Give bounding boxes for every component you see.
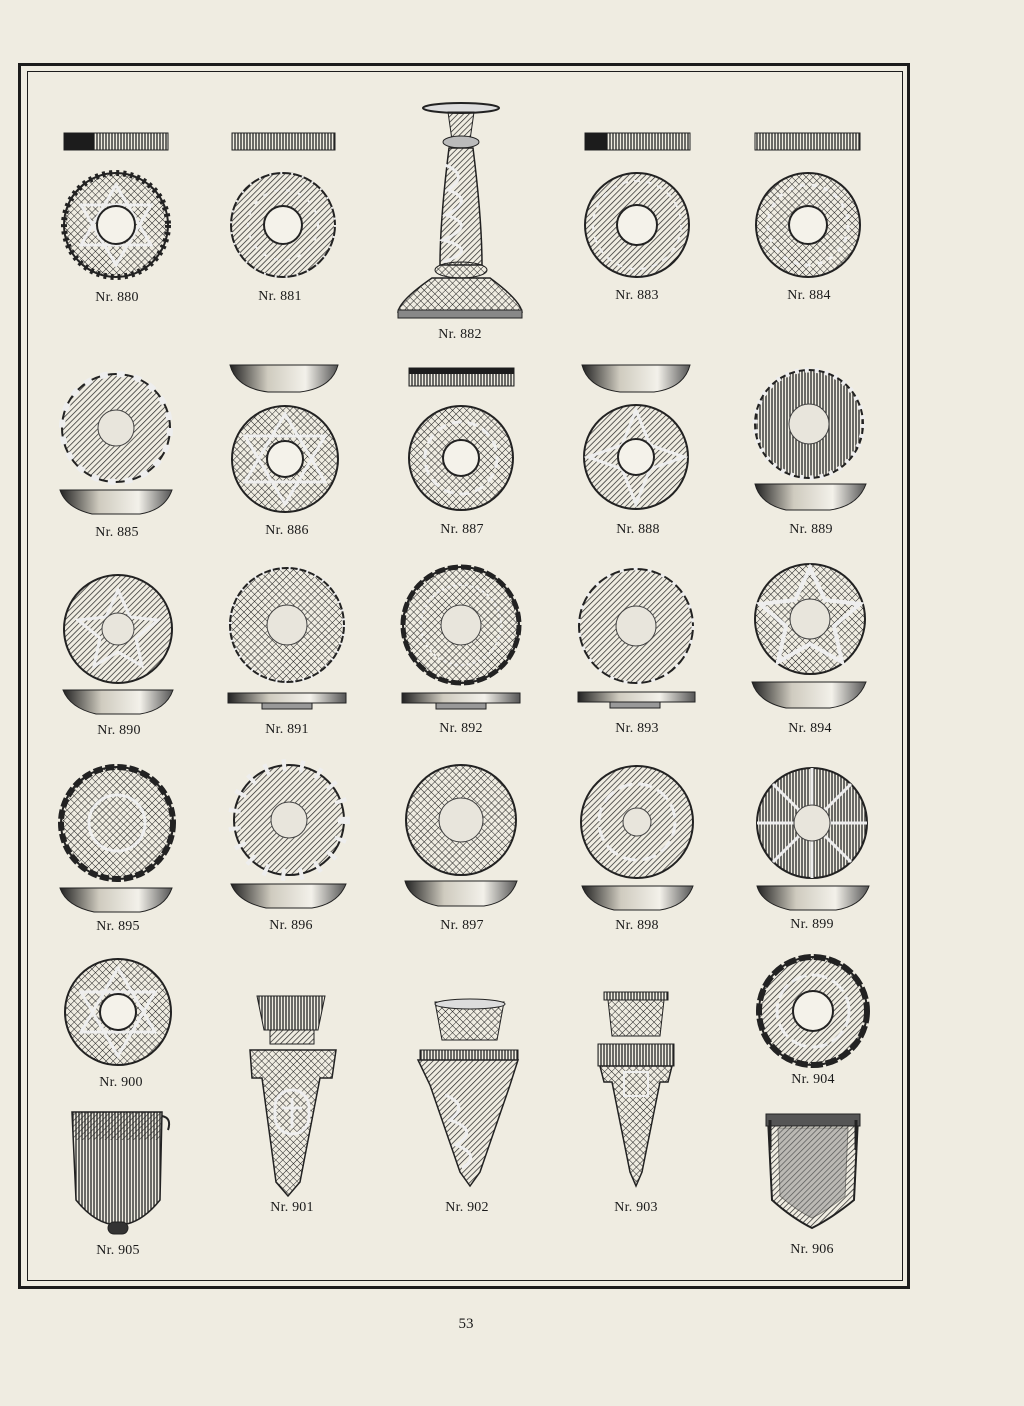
item-881-figure (231, 133, 335, 277)
item-889-label: Nr. 889 (789, 522, 833, 537)
item-906-label: Nr. 906 (790, 1242, 834, 1257)
item-905-label: Nr. 905 (96, 1243, 140, 1258)
item-882-candlestick (398, 103, 522, 318)
item-900-figure (65, 959, 171, 1065)
item-888-figure (582, 365, 690, 509)
item-883-figure (585, 133, 690, 277)
item-885-label: Nr. 885 (95, 525, 139, 540)
item-903-figure (598, 992, 674, 1186)
item-886-label: Nr. 886 (265, 523, 309, 538)
item-901-figure (250, 996, 336, 1196)
item-896-label: Nr. 896 (269, 918, 313, 933)
item-886-figure (230, 365, 338, 512)
item-895-label: Nr. 895 (96, 919, 140, 934)
item-899-label: Nr. 899 (790, 917, 834, 932)
item-904-label: Nr. 904 (791, 1072, 835, 1087)
item-894-label: Nr. 894 (788, 721, 832, 736)
item-891-label: Nr. 891 (265, 722, 309, 737)
item-880-figure (64, 133, 168, 277)
item-902-figure (418, 999, 518, 1186)
item-889-figure (755, 370, 866, 510)
item-892-figure (402, 567, 520, 709)
item-890-figure (63, 575, 173, 714)
item-887-label: Nr. 887 (440, 522, 484, 537)
item-896-figure (231, 765, 346, 908)
item-895-figure (60, 767, 173, 912)
item-906-figure (766, 1114, 860, 1228)
item-880-label: Nr. 880 (95, 290, 139, 305)
item-884-figure (755, 133, 860, 277)
item-894-figure (752, 564, 866, 708)
item-899-figure (757, 768, 869, 910)
item-888-label: Nr. 888 (616, 522, 660, 537)
item-885-figure (60, 374, 172, 514)
item-882-label: Nr. 882 (438, 327, 482, 342)
item-905-figure (72, 1112, 169, 1234)
item-890-label: Nr. 890 (97, 723, 141, 738)
item-897-label: Nr. 897 (440, 918, 484, 933)
item-881-label: Nr. 881 (258, 289, 302, 304)
item-887-figure (409, 368, 514, 510)
item-893-label: Nr. 893 (615, 721, 659, 736)
item-898-figure (581, 766, 693, 910)
item-891-figure (228, 568, 346, 709)
item-893-figure (578, 569, 695, 708)
page-number: 53 (458, 1316, 474, 1332)
item-892-label: Nr. 892 (439, 721, 483, 736)
item-903-label: Nr. 903 (614, 1200, 658, 1215)
item-901-label: Nr. 901 (270, 1200, 314, 1215)
item-883-label: Nr. 883 (615, 288, 659, 303)
item-884-label: Nr. 884 (787, 288, 831, 303)
item-904-figure (759, 957, 867, 1065)
item-897-figure (405, 765, 517, 906)
item-900-label: Nr. 900 (99, 1075, 143, 1090)
item-898-label: Nr. 898 (615, 918, 659, 933)
item-902-label: Nr. 902 (445, 1200, 489, 1215)
